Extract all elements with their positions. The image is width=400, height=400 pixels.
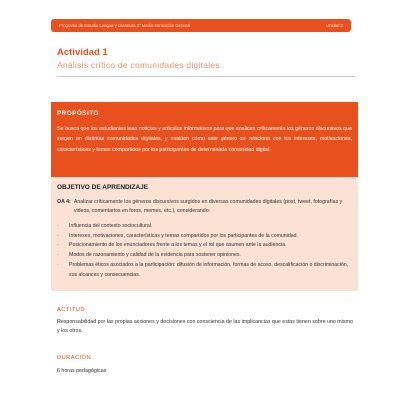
list-item: · Intereses, motivaciones, características y temas compartidos por los participantes de la comunidad.: [57, 232, 352, 242]
unit-label: Unidad 3: [326, 23, 343, 28]
bullet-icon: ·: [57, 252, 59, 259]
actitud-label: ACTITUD: [57, 307, 85, 313]
activity-subtitle: Análisis crítico de comunidades digitales: [57, 60, 220, 70]
oa-text: Analizar críticamente los géneros discursivos surgidos en diversas comunidades digitales (post, tweet, fotografías y videos, comentarios en foros, memes, etc.), considerando:: [73, 199, 343, 214]
header-bar: [51, 19, 351, 32]
activity-title: Actividad 1: [57, 47, 108, 58]
bullet-icon: ·: [57, 223, 59, 229]
objetivo-box: [51, 177, 358, 291]
bullet-icon: ·: [57, 242, 59, 249]
list-item: · Problemas éticos asociados a la participación: difusión de información, formas de acoso, descalificación o discriminación, sus alcances y consecuencias.: [57, 261, 352, 280]
list-item: · Posicionamiento de los enunciadores frente a los temas y el rol que asumen ante la audiencia.: [57, 241, 352, 251]
oa-statement: [57, 198, 352, 216]
objetivo-label: OBJETIVO DE APRENDIZAJE: [57, 184, 149, 191]
program-name: Programa de Estudio Lengua y Literatura 3° Medio Formación General: [59, 23, 191, 28]
list-item: · Modos de razonamiento y calidad de la evidencia para sostener opiniones.: [57, 251, 352, 261]
oa-code: OA 4:: [57, 199, 71, 205]
duracion-text: 6 horas pedagógicas: [57, 368, 107, 374]
list-item: · Influencia del contexto sociocultural.: [57, 222, 352, 232]
bullet-icon: ·: [57, 261, 59, 268]
title-divider: [57, 76, 355, 77]
proposito-label: PROPÓSITO: [57, 110, 99, 117]
actitud-text: Responsabilidad por las propias acciones y decisiones con consciencia de las implicancias que estas tienen sobre uno mismo y los otros.: [57, 319, 353, 334]
oa-criteria-list: [57, 222, 352, 280]
proposito-box: [51, 102, 358, 177]
duracion-label: DURACIÓN: [57, 355, 92, 361]
proposito-text: Se busca que los estudiantes lean noticias y artículos informativos para que analicen críticamente los géneros discursivos que surgen en distintas comunidades digitales, y evalúen cómo este género se relaciona con los intereses, motivaciones, características y temas compartidos por los participantes de determinada comunidad digital.: [57, 126, 352, 153]
bullet-icon: ·: [57, 232, 59, 239]
